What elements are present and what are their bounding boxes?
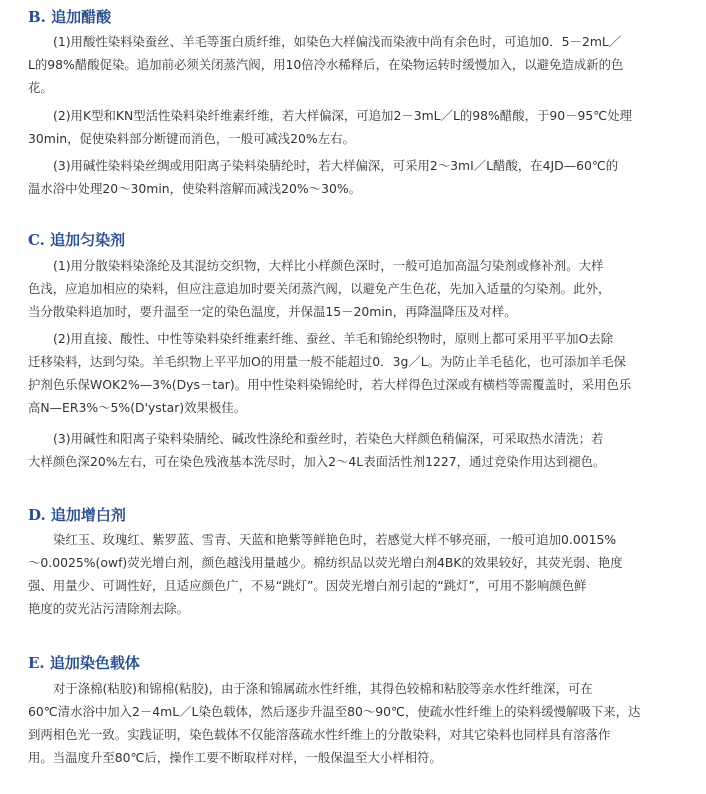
paragraph [28,327,678,419]
section-heading: C. 追加匀染剂 [28,231,126,249]
paragraph [28,427,678,473]
text-line: (1)用分散染料染涤纶及其混纺交织物，大样比小样颜色深时，一般可追加高温匀染剂或修补剂。大样 [53,258,604,273]
text-line: 强、用量少、可调性好，且适应颜色广，不易“跳灯”。因荧光增白剂引起的“跳灯”，可用不影响颜色鲜 [28,578,587,593]
paragraph [28,154,678,200]
text-line: 对于涤棉(粘胶)和锦棉(粘胶)，由于涤和锦属疏水性纤维，其得色较棉和粘胶等亲水性纤维深，可在 [53,681,593,696]
section-heading: D. 追加增白剂 [28,506,126,524]
text-line: 护剂色乐保WOK2%—3%(Dys－tar)。用中性染料染锦纶时，若大样得色过深或有横档等需覆盖时，采用色乐 [28,377,632,392]
text-line: 高N—ER3%～5%(D'ystar)效果极佳。 [28,400,247,415]
text-line: 染红玉、玫瑰红、紫罗蓝、雪青、天蓝和艳紫等鲜艳色时，若感觉大样不够亮丽，一般可追加0.0015% [53,532,617,547]
text-line: 艳度的荧光沾污清除剂去除。 [28,601,190,616]
text-line: 大样颜色深20%左右，可在染色残液基本洗尽时，加入2～4L表面活性剂1227，通过竞染作用达到褪色。 [28,454,606,469]
section-heading: E. 追加染色载体 [28,654,140,672]
text-line: 温水浴中处理20～30min，使染料溶解而减浅20%～30%。 [28,181,362,196]
text-line: (3)用碱性和阳离子染料染腈纶、碱改性涤纶和蚕丝时，若染色大样颜色稍偏深，可采取热水清洗；若 [53,431,604,446]
paragraph [28,30,678,99]
text-line: 色浅，应追加相应的染料，但应注意追加时要关闭蒸汽阀，以避免产生色花，先加入适量的匀染剂。此外， [28,281,611,296]
text-line: 花。 [28,80,53,95]
text-line: (1)用酸性染料染蚕丝、羊毛等蛋白质纤维，如染色大样偏浅而染液中尚有余色时，可追加0．5－2mL／ [53,34,622,49]
text-line: 60℃清水浴中加入2－4mL／L染色载体，然后逐步升温至80～90℃，使疏水性纤维上的染料缓慢解吸下来，达 [28,704,641,719]
text-line: 用。当温度升至80℃后，操作工要不断取样对样，一般保温至大小样相符。 [28,750,442,765]
paragraph [28,528,678,620]
text-line: 到两相色光一致。实践证明，染色载体不仅能溶落疏水性纤维上的分散染料，对其它染料也同样具有溶落作 [28,727,611,742]
paragraph [28,254,678,323]
paragraph [28,104,678,150]
text-line: 30min，促使染料部分断键而消色，一般可减浅20%左右。 [28,131,355,146]
text-line: L的98%醋酸促染。追加前必须关闭蒸汽阀，用10倍冷水稀释后，在染物运转时缓慢加入，以避免造成新的色 [28,57,624,72]
text-line: (2)用直接、酸性、中性等染料染纤维素纤维、蚕丝、羊毛和锦纶织物时，原则上都可采用平平加O去除 [53,331,614,346]
text-line: 迁移染料，达到匀染。羊毛织物上平平加O的用量一般不能超过0．3g／L。为防止羊毛毡化，也可添加羊毛保 [28,354,626,369]
text-line: ～0.0025%(owf)荧光增白剂，颜色越浅用量越少。棉纺织品以荧光增白剂4BK的效果较好，其荧光弱、艳度 [28,555,623,570]
text-line: (2)用K型和KN型活性染料染纤维素纤维，若大样偏深，可追加2－3mL／L的98%醋酸，于90－95℃处理 [53,108,632,123]
paragraph [28,677,678,769]
section-heading: B. 追加醋酸 [28,8,112,26]
text-line: (3)用碱性染料染丝绸或用阳离子染料染腈纶时，若大样偏深，可采用2～3mI／L醋酸，在4JD—60℃的 [53,158,619,173]
text-line: 当分散染料追加时，要升温至一定的染色温度，并保温15－20min，再降温降压及对样。 [28,304,517,319]
